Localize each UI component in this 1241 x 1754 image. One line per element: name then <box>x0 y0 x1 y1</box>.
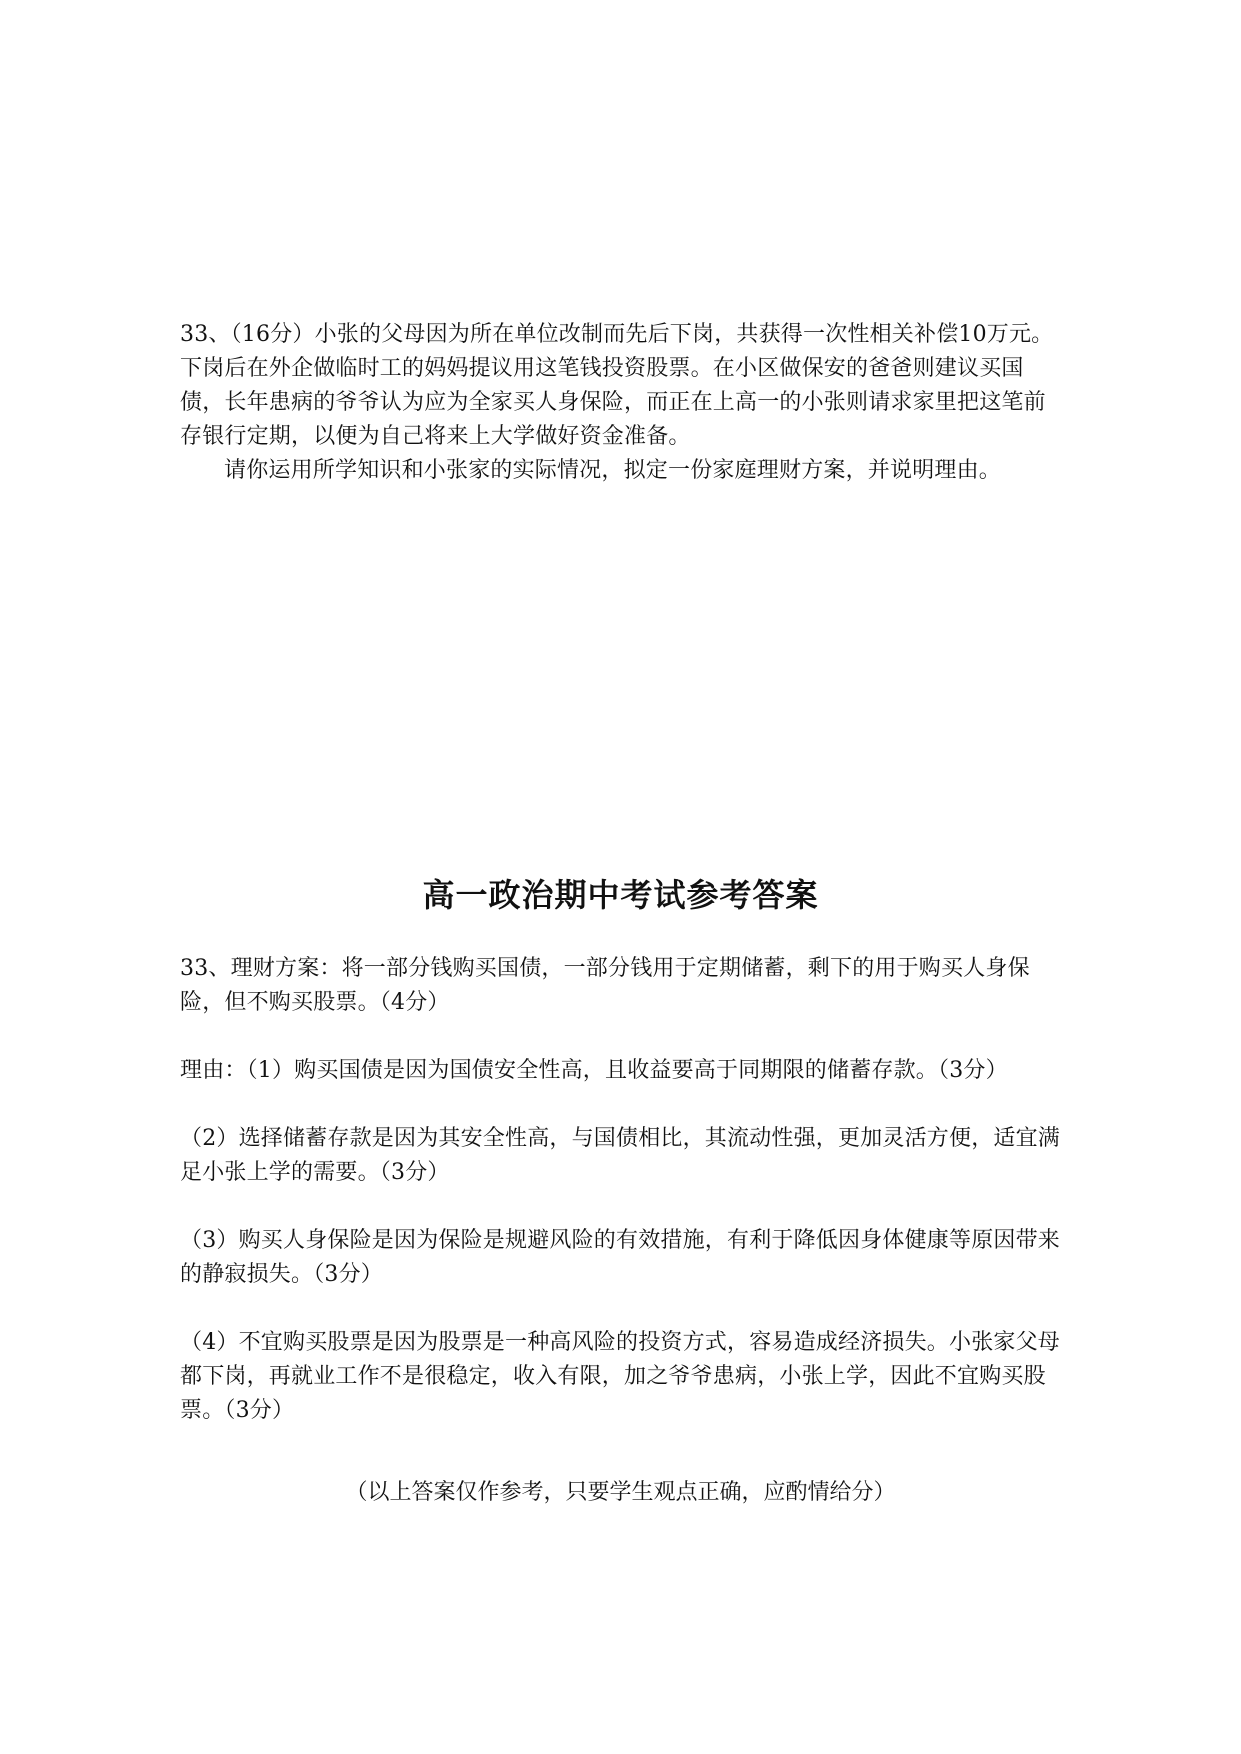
spacer <box>180 1190 1060 1224</box>
answer-section <box>180 952 1060 1428</box>
question-33-text: 33、（16分）小张的父母因为所在单位改制而先后下岗，共获得一次性相关补偿10万元。下岗后在外企做临时工的妈妈提议用这笔钱投资股票。在小区做保安的爸爸则建议买国债，长年患病的爷爷认为应为全家买人身保险，而正在上高一的小张则请求家里把这笔前存银行定期，以便为自己将来上大学做好资金准备。 <box>180 322 1054 449</box>
question-33-task: 请你运用所学知识和小张家的实际情况，拟定一份家庭理财方案，并说明理由。 <box>224 458 1002 483</box>
spacer <box>180 1088 1060 1122</box>
answer-title: 高一政治期中考试参考答案 <box>422 876 819 914</box>
answer-plan: 33、理财方案：将一部分钱购买国债，一部分钱用于定期储蓄，剩下的用于购买人身保险，但不购买股票。（4分） <box>180 956 1030 1015</box>
spacer <box>180 1020 1060 1054</box>
answer-reason-3: （3）购买人身保险是因为保险是规避风险的有效措施，有利于降低因身体健康等原因带来的静寂损失。（3分） <box>180 1228 1060 1287</box>
spacer <box>180 1292 1060 1326</box>
question-33 <box>180 318 1060 488</box>
answer-note: （以上答案仅作参考，只要学生观点正确，应酌情给分） <box>345 1480 896 1505</box>
answer-reason-4: （4）不宜购买股票是因为股票是一种高风险的投资方式，容易造成经济损失。小张家父母都下岗，再就业工作不是很稳定，收入有限，加之爷爷患病，小张上学，因此不宜购买股票。（3分） <box>180 1330 1060 1423</box>
answer-reason-1: 理由：（1）购买国债是因为国债安全性高，且收益要高于同期限的储蓄存款。（3分） <box>180 1058 1008 1083</box>
answer-reason-2: （2）选择储蓄存款是因为其安全性高，与国债相比，其流动性强，更加灵活方便，适宜满足小张上学的需要。（3分） <box>180 1126 1060 1185</box>
